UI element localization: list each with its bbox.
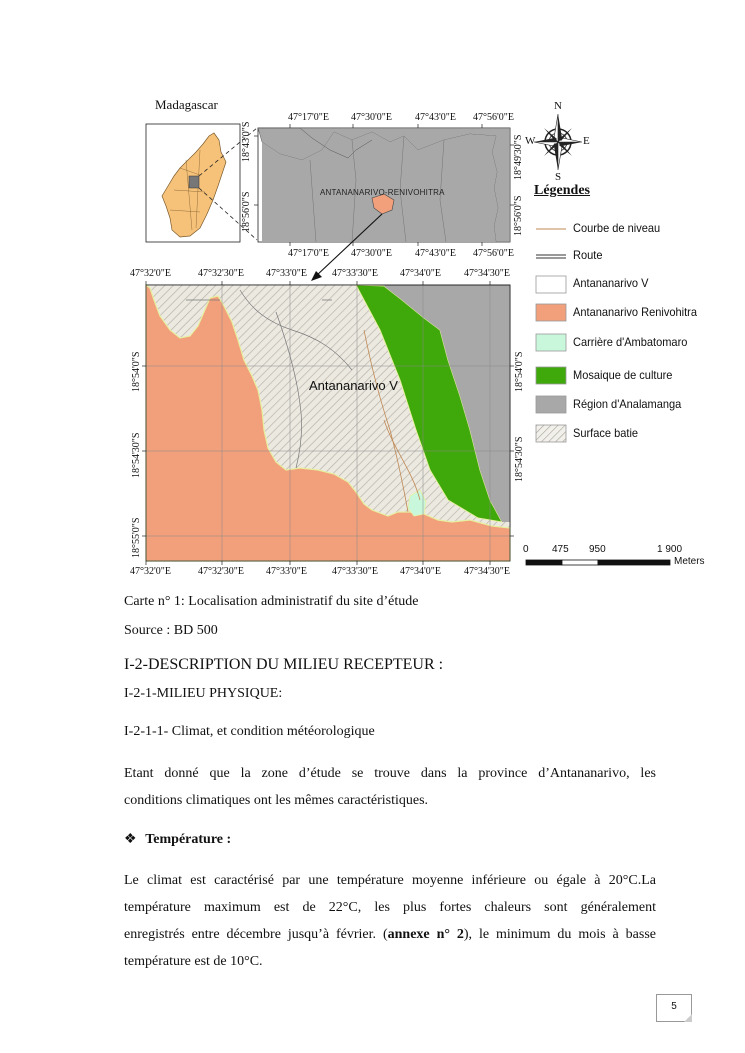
main-lon-tick-bottom-2: 47°32'30"E [198,566,244,577]
top-lat-tick-left-1: 18°43'0"S [241,121,252,162]
legend-item-carriere [536,332,736,354]
area-label: Antananarivo V [309,378,398,393]
legend-label: Surface batie [573,426,639,440]
paragraph-temperature [124,867,656,975]
main-lat-tick-left-3: 18°55'0"S [131,517,142,558]
scale-bar [526,560,670,565]
legend-label: Route [573,248,603,262]
legend-title: Légendes [534,183,590,198]
city-label: ANTANANARIVO-RENIVOHITRA [320,188,445,197]
legend-item-mosaique [536,365,736,387]
diamond-bullet-icon: ❖ [124,832,137,847]
legend-item-renivohitra [536,302,736,324]
top-lon-tick-bottom-1: 47°17'0"E [288,248,329,259]
paragraph-line: Le climat est caractérisé par une température moyenne inférieure ou égale à 20°C.La [124,873,656,888]
compass-north: N [554,100,562,112]
annexe-reference: annexe n° 2 [387,927,464,942]
top-lon-tick-1: 47°17'0"E [288,112,329,123]
scale-label-950: 950 [589,544,606,555]
scale-label-0: 0 [523,544,529,555]
paragraph-line: température maximum est de 22°C, les plus fortes chaleurs sont généralement [124,900,656,915]
main-lon-tick-3: 47°33'0"E [266,268,307,279]
paragraph-line-annexe [124,921,656,948]
scale-label-1900: 1 900 [657,544,683,555]
heading-subsub: I-2-1-1- Climat, et condition météorologique [124,724,375,739]
legend-item-surface-batie [536,423,736,445]
main-lat-tick-left-1: 18°54'0"S [131,351,142,392]
compass-west: W [525,135,536,147]
paragraph-line: Etant donné que la zone d’étude se trouve dans la province d’Antananarivo, les [124,766,656,781]
main-lon-tick-4: 47°33'30"E [332,268,378,279]
main-lon-tick-bottom-3: 47°33'0"E [266,566,307,577]
scale-unit: Meters [674,556,705,567]
legend-label: Carrière d'Ambatomaro [573,335,688,349]
top-lon-tick-3: 47°43'0"E [415,112,456,123]
legend-label: Mosaique de culture [573,368,673,382]
legend-label: Courbe de niveau [573,221,661,235]
main-lon-tick-bottom-1: 47°32'0"E [130,566,171,577]
legend-item-antananarivo-v [536,273,736,295]
legend-label: Antananarivo Renivohitra [573,305,697,319]
legend-label: Région d'Analamanga [573,397,682,411]
bullet-label: Température : [145,832,232,847]
top-lon-tick-bottom-2: 47°30'0"E [351,248,392,259]
figure-caption: Carte n° 1: Localisation administratif du site d’étude [124,594,419,609]
paragraph-intro [124,760,656,814]
legend-item-analamanga [536,394,736,416]
heading-sub: I-2-1-MILIEU PHYSIQUE: [124,686,283,701]
bullet-temperature [124,831,231,848]
compass-east: E [583,135,590,147]
main-lon-tick-5: 47°34'0"E [400,268,441,279]
paragraph-line: conditions climatiques ont les mêmes caractéristiques. [124,793,429,808]
text-run: ), le minimum du mois à basse [463,927,656,942]
page-number-box [656,994,692,1022]
top-lon-tick-bottom-4: 47°56'0"E [473,248,514,259]
top-lon-tick-bottom-3: 47°43'0"E [415,248,456,259]
top-lat-tick-right-1: 18°49'30"S [513,134,524,180]
top-lon-tick-2: 47°30'0"E [351,112,392,123]
main-lat-tick-right-1: 18°54'0"S [514,351,525,392]
paragraph-line: température est de 10°C. [124,954,263,969]
page-number: 5 [671,1001,677,1012]
main-lat-tick-right-2: 18°54'30"S [514,436,525,482]
legend-item-route [536,245,736,267]
main-lon-tick-2: 47°32'30"E [198,268,244,279]
main-lon-tick-bottom-5: 47°34'0"E [400,566,441,577]
main-lon-tick-bottom-4: 47°33'30"E [332,566,378,577]
inset-highlight [189,176,199,188]
compass-rose-icon [534,114,582,170]
top-lon-tick-4: 47°56'0"E [473,112,514,123]
main-lat-tick-left-2: 18°54'30"S [131,432,142,478]
scale-label-475: 475 [552,544,569,555]
figure-source: Source : BD 500 [124,623,218,638]
legend-label: Antananarivo V [573,276,649,290]
text-run: enregistrés entre décembre jusqu’à février. ( [124,927,388,942]
top-lat-tick-left-2: 18°56'0"S [241,191,252,232]
main-lon-tick-1: 47°32'0"E [130,268,171,279]
legend-item-contour [536,218,736,240]
inset-title: Madagascar [155,97,218,112]
main-lon-tick-bottom-6: 47°34'30"E [464,566,510,577]
top-lat-tick-right-2: 18°56'0"S [513,195,524,236]
compass-south: S [555,171,562,183]
heading-main: I-2-DESCRIPTION DU MILIEU RECEPTEUR : [124,656,444,673]
main-lon-tick-6: 47°34'30"E [464,268,510,279]
